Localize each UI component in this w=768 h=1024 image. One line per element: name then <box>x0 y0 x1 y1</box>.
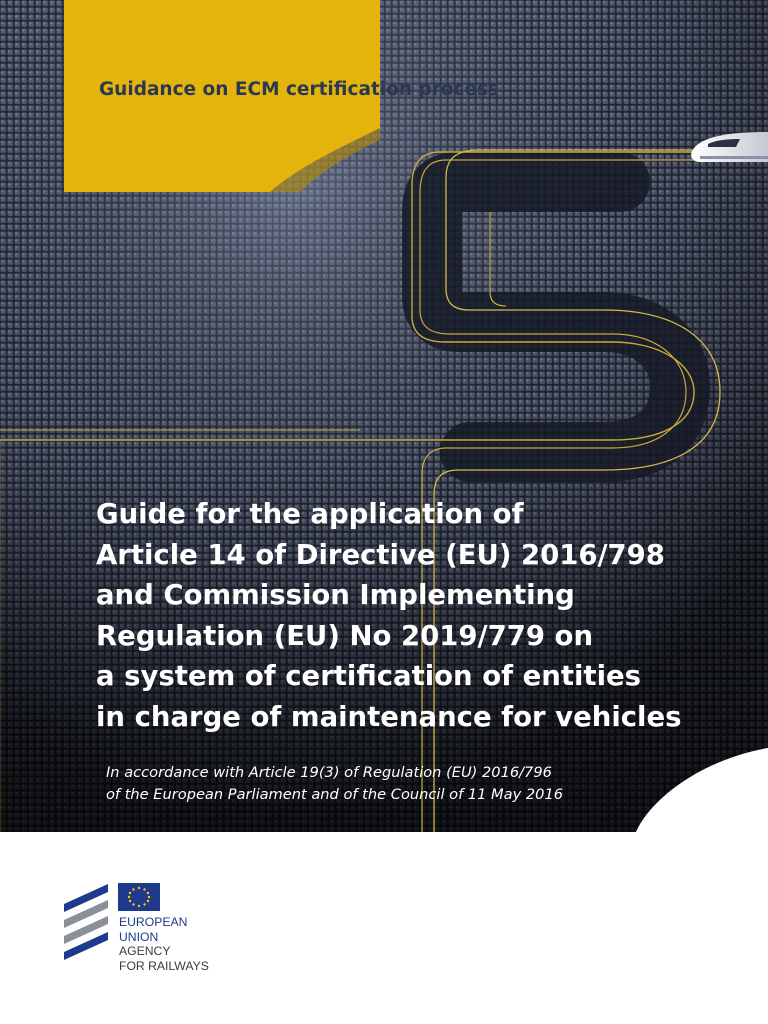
title-line: in charge of maintenance for vehicles <box>96 700 682 733</box>
agency-line: AGENCY <box>119 944 171 958</box>
subtitle-line: In accordance with Article 19(3) of Regulation (EU) 2016/796 <box>106 764 552 781</box>
agency-line: FOR RAILWAYS <box>119 958 209 973</box>
subtitle-line: of the European Parliament and of the Council of 11 May 2016 <box>106 786 564 803</box>
title-line: Regulation (EU) No 2019/779 on <box>96 619 594 652</box>
tag-line: Guidance on ECM <box>99 79 280 100</box>
title-line: a system of certification of entities <box>96 660 642 692</box>
agency-line: EUROPEAN <box>119 915 188 929</box>
document-title <box>96 494 682 737</box>
title-line: and Commission Implementing <box>96 579 575 611</box>
title-line: Guide for the application of <box>96 498 524 530</box>
stripes-icon <box>64 884 108 960</box>
title-line: Article 14 of Directive (EU) 2016/798 <box>96 538 665 571</box>
guidance-tag <box>99 76 499 103</box>
document-subtitle <box>106 762 563 806</box>
agency-line: UNION <box>119 929 159 944</box>
tag-line: certification process <box>285 79 500 100</box>
agency-name <box>119 915 209 973</box>
eu-flag-icon <box>118 883 160 911</box>
